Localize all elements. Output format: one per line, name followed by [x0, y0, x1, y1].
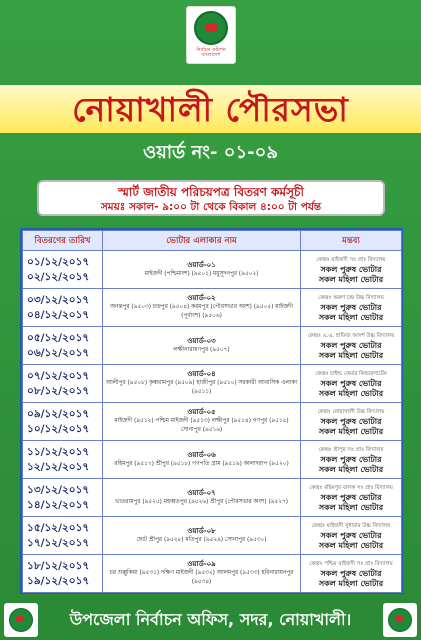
table-row [23, 251, 402, 289]
note-male: সকল পুরুষ ভোটার [320, 416, 382, 426]
note-female: সকল মহিলা ভোটার [318, 502, 384, 512]
date-end: ১৪/১২/২০১৭ [27, 498, 90, 511]
area-cell [103, 365, 301, 403]
table-row [23, 365, 402, 403]
note-female: সকল মহিলা ভোটার [318, 464, 384, 474]
table-row [23, 289, 402, 327]
table-row [23, 517, 402, 555]
footer-text: উপজেলা নির্বাচন অফিস, সদর, নোয়াখালী। [69, 609, 352, 629]
date-end: ১০/১২/২০১৭ [27, 422, 90, 435]
table-row [23, 555, 402, 593]
center-name: কেন্দ্রঃ পশ্চিম মাইজদী সঃ প্রাঃ বিদ্যালয় [309, 560, 393, 567]
date-cell [23, 289, 103, 327]
center-name: কেন্দ্রঃ অরুণ চন্দ্র উচ্চ বিদ্যালয় [318, 294, 384, 301]
center-name: কেন্দ্রঃ মাইজদী সুধারাম উচ্চ বিদ্যালয় [311, 522, 391, 529]
note-male: সকল পুরুষ ভোটার [320, 378, 382, 388]
page-title: নোয়াখালী পৌরসভা [72, 89, 349, 129]
date-end: ১৯/১২/২০১৭ [27, 574, 90, 587]
date-start: ১৩/১২/২০১৭ [27, 483, 90, 496]
note-cell [301, 441, 402, 479]
note-cell [301, 289, 402, 327]
center-name: কেন্দ্রঃ শ্রীপুর সঃ প্রাঃ বিদ্যালয় [318, 446, 384, 453]
area-names: ভাতরামপুর (৯৫২৫) মহব্বতপুর (৯৫২৬) শ্রীপুর (পৌরসভার অংশ) (৯৫২৭) [114, 498, 289, 505]
note-male: সকল পুরুষ ভোটার [320, 454, 382, 464]
area-cell [103, 403, 301, 441]
note-cell [301, 555, 402, 593]
schedule-table [20, 228, 403, 594]
program-time: সময়ঃ সকাল- ৯:০০ টা থেকে বিকাল ৪:০০ টা পর্যন্ত [100, 201, 322, 213]
center-name: কেন্দ্রঃ মাইজদী সঃ প্রাঃ বিদ্যালয় [316, 256, 386, 263]
date-start: ০৩/১২/২০১৭ [27, 293, 90, 306]
area-cell [103, 327, 301, 365]
header-date: বিতরণের তারিখ [23, 231, 103, 251]
date-start: ০৭/১২/২০১৭ [27, 369, 90, 382]
date-cell [23, 441, 103, 479]
date-start: ১৫/১২/২০১৭ [27, 521, 90, 534]
area-cell [103, 441, 301, 479]
note-female: সকল মহিলা ভোটার [318, 312, 384, 322]
table-row [23, 441, 402, 479]
header-note: মন্তব্য [301, 231, 402, 251]
table-row [23, 327, 402, 365]
date-start: ১১/১২/২০১৭ [27, 445, 90, 458]
date-start: ০১/১২/২০১৭ [27, 255, 90, 268]
table-row [23, 479, 402, 517]
seal-icon [9, 608, 33, 632]
date-end: ০২/১২/২০১৭ [27, 270, 90, 283]
ward-label: ওয়ার্ড-০৫ [187, 408, 216, 416]
date-start: ১৮/১২/২০১৭ [27, 559, 90, 572]
date-end: ১২/১২/২০১৭ [27, 460, 90, 473]
center-name: কেন্দ্রঃ রহিমপুর বালক সঃ প্রাঃ বিদ্যালয় [309, 484, 393, 491]
area-names: মাইজদী (পশ্চিমাংশ) (৯৫০১) মধুসূদনপুর (৯৫০২) [144, 270, 259, 277]
center-name: কেন্দ্রঃ নোয়াখালী উচ্চ বিদ্যালয় [317, 408, 385, 415]
area-cell [103, 555, 301, 593]
area-names: অনন্তপুর (৯৫০৩) চন্দ্রপুর (৯৫০৪) করমপুর (পৌরসভার অংশ) (৯৫০৫) মাইজদী (পূর্বাংশ) (৯৫০৬) [109, 304, 294, 319]
date-cell [23, 251, 103, 289]
seal-icon [388, 608, 412, 632]
date-start: ০৫/১২/২০১৭ [27, 331, 90, 344]
ward-label: ওয়ার্ড-০৩ [187, 336, 216, 345]
area-names: লক্ষীনারায়ণপুর (৯৫০৭) [173, 346, 230, 353]
note-male: সকল পুরুষ ভোটার [320, 568, 382, 578]
note-male: সকল পুরুষ ভোটার [320, 492, 382, 502]
date-end: ১৭/১২/২০১৭ [27, 536, 90, 549]
date-cell [23, 479, 103, 517]
note-male: সকল পুরুষ ভোটার [320, 530, 382, 540]
date-end: ০৪/১২/২০১৭ [27, 308, 90, 321]
date-cell [23, 365, 103, 403]
ward-label: ওয়ার্ড-০৪ [187, 370, 216, 378]
ward-label: ওয়ার্ড-০৭ [187, 488, 216, 497]
title-banner [0, 85, 421, 133]
note-female: সকল মহিলা ভোটার [318, 540, 384, 550]
note-male: সকল পুরুষ ভোটার [320, 264, 382, 274]
note-female: সকল মহিলা ভোটার [318, 426, 384, 436]
note-female: সকল মহিলা ভোটার [318, 388, 384, 398]
area-names: রহিমপুর (৯৫১৭) শ্রীপুর (৯৫১৮) গণপতি গ্রাম (৯৫১৯) কালাদরাপ (৯৫২০) [114, 460, 289, 467]
logo-caption: নির্বাচন কমিশন বাংলাদেশ [196, 47, 226, 58]
area-cell [103, 517, 301, 555]
footer-logo-right [383, 603, 417, 637]
date-cell [23, 555, 103, 593]
program-title: স্মার্ট জাতীয় পরিচয়পত্র বিতরণ কর্মসূচী [118, 185, 304, 199]
date-end: ০৮/১২/২০১৭ [27, 384, 90, 397]
header-area: ভোটার এলাকার নাম [103, 231, 301, 251]
note-male: সকল পুরুষ ভোটার [320, 340, 382, 350]
area-names: মাইজদী (৯৫১২) পশ্চিম মাইজদী (৯৫১৩) লক্ষীপুর (৯৫১৪) গণপুর (৯৫১৫) সোনাপুর (৯৫১৬) [114, 418, 289, 433]
date-cell [23, 327, 103, 365]
note-female: সকল মহিলা ভোটার [318, 578, 384, 588]
election-commission-logo [186, 6, 236, 64]
note-cell [301, 327, 402, 365]
note-cell [301, 479, 402, 517]
date-cell [23, 517, 103, 555]
center-name: কেন্দ্রঃ চাইল্ড কেয়ার কিন্ডারগার্টেন [315, 370, 387, 377]
program-box [37, 180, 385, 216]
ward-label: ওয়ার্ড-০৮ [187, 526, 216, 535]
area-names: চর শুল্লুকিয়া (৯৫৩১) দক্ষিণ মাইজদী (৯৫৩২) আলমপুর (৯৫৩৩) হরিনারায়নপুর (৯৫৩৪) [109, 570, 294, 585]
area-cell [103, 289, 301, 327]
note-female: সকল মহিলা ভোটার [318, 274, 384, 284]
table-row [23, 403, 402, 441]
footer [0, 600, 421, 640]
note-cell [301, 251, 402, 289]
date-start: ০৯/১২/২০১৭ [27, 407, 90, 420]
ward-label: ওয়ার্ড-০৬ [187, 450, 216, 459]
seal-icon [194, 11, 228, 45]
center-name: কেন্দ্রঃ এ.এ. হাফিজ আদর্শ উচ্চ বিদ্যালয় [307, 332, 395, 339]
area-cell [103, 479, 301, 517]
note-female: সকল মহিলা ভোটার [318, 350, 384, 360]
ward-range: ওয়ার্ড নং- ০১-০৯ [142, 142, 279, 163]
note-cell [301, 517, 402, 555]
ward-label: ওয়ার্ড-০২ [187, 294, 216, 302]
note-male: সকল পুরুষ ভোটার [320, 302, 382, 312]
date-end: ০৬/১২/২০১৭ [27, 346, 90, 359]
date-cell [23, 403, 103, 441]
ward-label: ওয়ার্ড-০১ [187, 260, 216, 269]
area-names: ছোট শ্রীপুর (৯৫২৮) মতিপুর (৯৫২৯) সোনাপুর (৯৫৩০) [136, 536, 267, 543]
area-cell [103, 251, 301, 289]
area-names: আলীপুর (৯৫০৮) কৃষ্ণরামপুর (৯৫০৯) হাজীপুর (৯৫১০) সরকারী আবাসিক এলাকা (৯৫১১) [105, 380, 298, 395]
footer-logo-left [4, 603, 38, 637]
note-cell [301, 403, 402, 441]
note-cell [301, 365, 402, 403]
ward-label: ওয়ার্ড-০৯ [187, 560, 216, 568]
